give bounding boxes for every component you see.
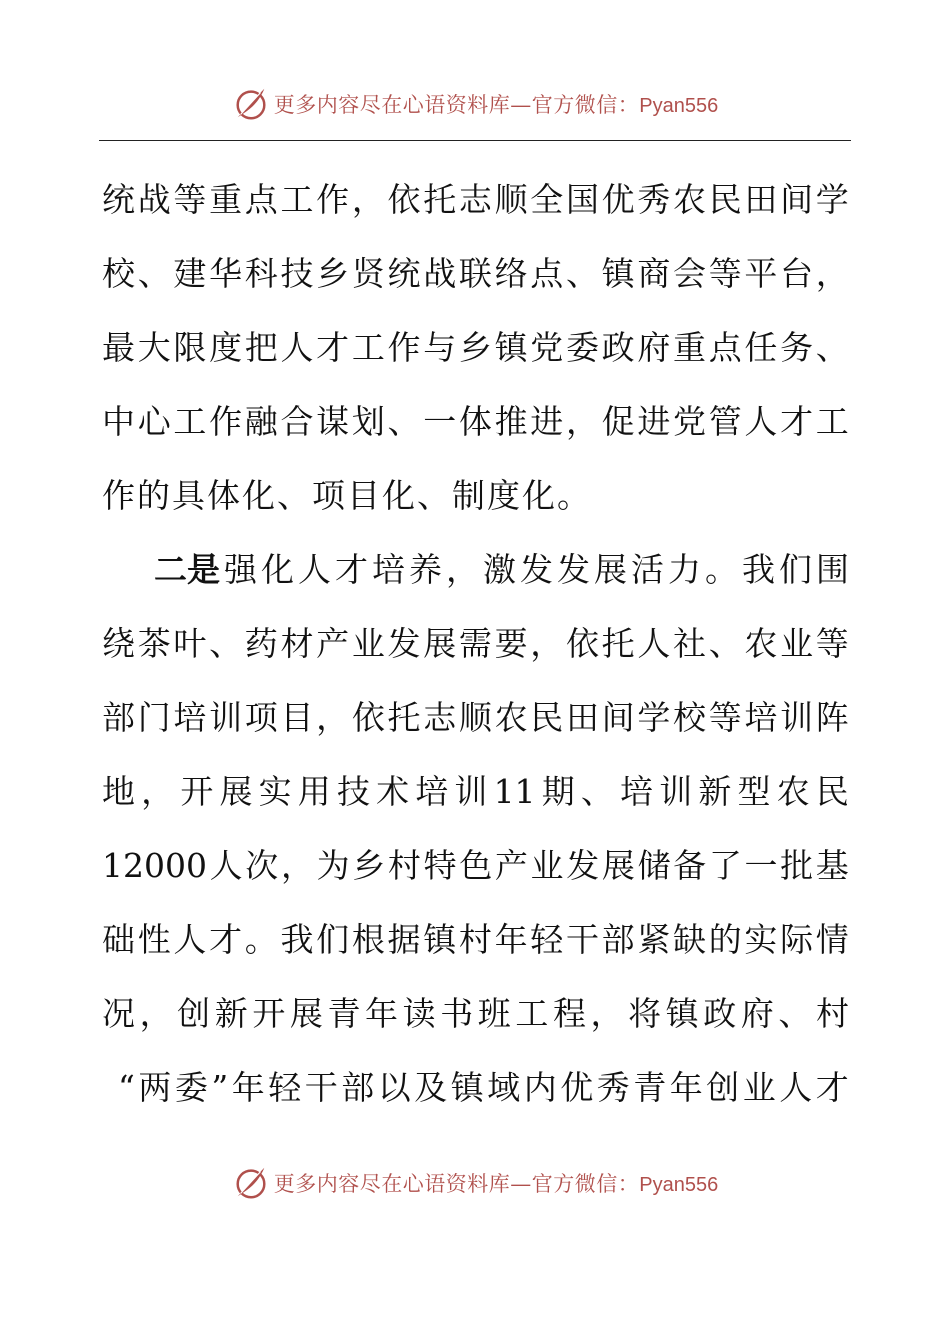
text-line — [102, 385, 849, 459]
glyph: 台 — [780, 254, 814, 293]
glyph: 联 — [458, 254, 492, 293]
glyph: 国 — [565, 180, 599, 219]
text-line — [102, 903, 849, 977]
glyph: 业 — [742, 1068, 776, 1107]
glyph: 依 — [387, 180, 421, 219]
text-line-content: 作的具体化、项目化、制度化。 — [102, 476, 592, 515]
glyph: 训 — [780, 698, 814, 737]
glyph: 才 — [209, 920, 243, 959]
document-body — [102, 163, 849, 1125]
text-line — [102, 755, 849, 829]
glyph: 建 — [173, 254, 207, 293]
header-banner — [0, 82, 950, 126]
glyph: 展 — [594, 550, 627, 589]
glyph: 部 — [601, 920, 635, 959]
glyph: ， — [446, 550, 479, 589]
glyph: 点 — [708, 328, 742, 367]
glyph: 展 — [601, 846, 635, 885]
glyph: 才 — [815, 1068, 849, 1107]
glyph: 依 — [565, 624, 599, 663]
header-divider — [99, 140, 851, 141]
glyph: 创 — [177, 994, 211, 1033]
glyph: 工 — [351, 328, 385, 367]
glyph: 等 — [815, 624, 849, 663]
glyph: 托 — [387, 698, 421, 737]
glyph: 业 — [351, 624, 385, 663]
glyph: 委 — [565, 328, 599, 367]
glyph: 人 — [779, 1068, 813, 1107]
glyph: 础 — [102, 920, 135, 959]
text-line-paragraph-start — [102, 533, 849, 607]
glyph: 镇 — [450, 1068, 484, 1107]
glyph: 进 — [637, 402, 671, 441]
glyph: 商 — [637, 254, 671, 293]
glyph: 战 — [423, 254, 457, 293]
glyph: 培 — [415, 772, 449, 811]
glyph: ， — [280, 846, 314, 885]
glyph: 11 — [493, 772, 536, 811]
glyph: 技 — [336, 772, 370, 811]
glyph: 间 — [601, 698, 635, 737]
glyph: 实 — [744, 920, 778, 959]
glyph: ， — [530, 624, 564, 663]
glyph: 发 — [387, 624, 421, 663]
glyph: 年 — [365, 994, 399, 1033]
glyph: 茶 — [137, 624, 171, 663]
glyph: 据 — [387, 920, 421, 959]
glyph: 校 — [673, 698, 706, 737]
glyph: 农 — [776, 772, 810, 811]
glyph: 乡 — [316, 254, 350, 293]
glyph: 人 — [173, 920, 207, 959]
glyph: 大 — [137, 328, 171, 367]
glyph: 会 — [673, 254, 706, 293]
glyph: 工 — [173, 402, 207, 441]
glyph: 术 — [376, 772, 410, 811]
paragraph-lead-bold: 二是 — [154, 550, 220, 589]
glyph: 镇 — [601, 254, 635, 293]
glyph: 批 — [780, 846, 814, 885]
glyph: 合 — [280, 402, 314, 441]
glyph: 年 — [669, 1068, 703, 1107]
glyph: 为 — [316, 846, 350, 885]
glyph: 部 — [102, 698, 135, 737]
glyph: 培 — [620, 772, 654, 811]
glyph: 业 — [530, 846, 564, 885]
glyph: 作 — [209, 402, 243, 441]
glyph: ， — [139, 994, 173, 1033]
glyph: 人 — [280, 328, 314, 367]
glyph: 托 — [423, 180, 457, 219]
text-line — [102, 829, 849, 903]
glyph: 。 — [244, 920, 278, 959]
text-line — [102, 607, 849, 681]
glyph: 实 — [258, 772, 292, 811]
glyph: 政 — [703, 994, 737, 1033]
glyph: 期 — [541, 772, 575, 811]
glyph: 优 — [560, 1068, 594, 1107]
glyph: 12000 — [102, 846, 207, 885]
glyph: 发 — [520, 550, 553, 589]
glyph: 人 — [298, 550, 331, 589]
glyph: 际 — [780, 920, 814, 959]
glyph: 青 — [327, 994, 361, 1033]
text-line — [102, 237, 849, 311]
glyph: 。 — [705, 550, 738, 589]
glyph: 产 — [316, 624, 350, 663]
glyph: 要 — [494, 624, 528, 663]
glyph: 中 — [102, 402, 135, 441]
glyph: 训 — [659, 772, 693, 811]
glyph: 们 — [779, 550, 812, 589]
glyph: 划 — [351, 402, 385, 441]
glyph: 读 — [402, 994, 436, 1033]
glyph: ， — [141, 772, 175, 811]
glyph: 次 — [245, 846, 279, 885]
glyph: 谋 — [316, 402, 350, 441]
glyph: 新 — [214, 994, 248, 1033]
glyph: 叶 — [173, 624, 207, 663]
glyph: 特 — [423, 846, 457, 885]
glyph: 才 — [335, 550, 368, 589]
glyph: 优 — [601, 180, 635, 219]
glyph: 把 — [244, 328, 278, 367]
glyph: 内 — [523, 1068, 557, 1107]
glyph: 力 — [668, 550, 701, 589]
text-line — [102, 1051, 849, 1125]
glyph: 托 — [601, 624, 635, 663]
glyph: 技 — [280, 254, 314, 293]
text-line-rest — [224, 533, 849, 607]
glyph: 心 — [137, 402, 171, 441]
footer-banner-id: Pyan556 — [639, 1174, 719, 1196]
glyph: 才 — [316, 328, 350, 367]
glyph: 储 — [637, 846, 671, 885]
glyph: 度 — [209, 328, 243, 367]
glyph: 进 — [530, 402, 564, 441]
glyph: 用 — [297, 772, 331, 811]
glyph: 学 — [637, 698, 671, 737]
text-line — [102, 977, 849, 1051]
glyph: 人 — [744, 402, 778, 441]
glyph: 人 — [209, 846, 243, 885]
glyph: 轻 — [530, 920, 564, 959]
glyph: 紧 — [637, 920, 671, 959]
glyph: 养 — [409, 550, 442, 589]
glyph: 贤 — [351, 254, 385, 293]
glyph: 依 — [351, 698, 385, 737]
glyph: 们 — [316, 920, 350, 959]
glyph: 府 — [740, 994, 774, 1033]
glyph: 社 — [673, 624, 706, 663]
glyph: 民 — [530, 698, 564, 737]
footer-banner — [0, 1161, 950, 1205]
glyph: 志 — [423, 698, 457, 737]
glyph: 围 — [816, 550, 849, 589]
quill-logo-icon — [232, 1164, 270, 1202]
glyph: 镇 — [665, 994, 699, 1033]
glyph: 点 — [530, 254, 564, 293]
glyph: 性 — [137, 920, 171, 959]
glyph: 等 — [708, 254, 742, 293]
glyph: 等 — [173, 180, 207, 219]
glyph: 与 — [423, 328, 457, 367]
glyph: 镇 — [494, 328, 528, 367]
glyph: 、 — [565, 254, 599, 293]
glyph: 顺 — [458, 698, 492, 737]
glyph: 农 — [744, 624, 778, 663]
glyph: 作 — [316, 180, 350, 219]
header-banner-text — [274, 89, 718, 119]
glyph: 型 — [737, 772, 771, 811]
glyph: 需 — [458, 624, 492, 663]
glyph: 府 — [637, 328, 671, 367]
glyph: 程 — [552, 994, 586, 1033]
glyph: 村 — [387, 846, 421, 885]
glyph: 活 — [631, 550, 664, 589]
glyph: 平 — [744, 254, 778, 293]
glyph: 工 — [280, 180, 314, 219]
glyph: 战 — [137, 180, 171, 219]
glyph: 根 — [351, 920, 385, 959]
glyph: 地 — [102, 772, 135, 811]
text-line — [102, 459, 849, 533]
glyph: 班 — [477, 994, 511, 1033]
glyph: 我 — [280, 920, 314, 959]
glyph: 科 — [244, 254, 278, 293]
glyph: ， — [590, 994, 624, 1033]
glyph: 开 — [180, 772, 214, 811]
glyph: 一 — [423, 402, 457, 441]
glyph: 推 — [494, 402, 528, 441]
glyph: 、 — [580, 772, 614, 811]
glyph: 书 — [440, 994, 474, 1033]
glyph: 以 — [377, 1068, 411, 1107]
glyph: 训 — [454, 772, 488, 811]
glyph: 开 — [252, 994, 286, 1033]
glyph: 产 — [494, 846, 528, 885]
glyph: 学 — [815, 180, 849, 219]
glyph: 田 — [565, 698, 599, 737]
glyph: 重 — [673, 328, 706, 367]
glyph: 镇 — [423, 920, 457, 959]
glyph: ， — [815, 254, 849, 293]
glyph: 目 — [280, 698, 314, 737]
glyph: 乡 — [352, 846, 386, 885]
header-banner-main: 更多内容尽在心语资料库— — [273, 93, 532, 117]
glyph: 情 — [815, 920, 849, 959]
glyph: 域 — [487, 1068, 521, 1107]
glyph: 展 — [289, 994, 323, 1033]
glyph: 重 — [209, 180, 243, 219]
glyph: 色 — [459, 846, 493, 885]
glyph: 及 — [414, 1068, 448, 1107]
glyph: ” — [211, 1068, 229, 1107]
glyph: 将 — [628, 994, 662, 1033]
glyph: 作 — [387, 328, 421, 367]
glyph: 训 — [209, 698, 243, 737]
glyph: 化 — [261, 550, 294, 589]
header-banner-id: Pyan556 — [639, 95, 719, 117]
glyph: 工 — [815, 402, 849, 441]
glyph: 缺 — [673, 920, 706, 959]
glyph: 络 — [494, 254, 528, 293]
glyph: 全 — [530, 180, 564, 219]
glyph: 激 — [483, 550, 516, 589]
glyph: 民 — [815, 772, 849, 811]
glyph: 一 — [744, 846, 778, 885]
glyph: 促 — [601, 402, 635, 441]
glyph: 备 — [673, 846, 707, 885]
footer-banner-text — [274, 1168, 718, 1198]
quill-logo-icon — [232, 85, 270, 123]
glyph: 村 — [458, 920, 492, 959]
glyph: 轻 — [268, 1068, 302, 1107]
glyph: 民 — [708, 180, 742, 219]
glyph: 、 — [209, 624, 243, 663]
glyph: 体 — [458, 402, 492, 441]
glyph: 、 — [137, 254, 171, 293]
glyph: 党 — [673, 402, 706, 441]
glyph: ， — [316, 698, 350, 737]
glyph: 发 — [557, 550, 590, 589]
glyph: 业 — [780, 624, 814, 663]
glyph: 药 — [244, 624, 278, 663]
glyph: 强 — [224, 550, 257, 589]
text-line — [102, 311, 849, 385]
glyph: 统 — [102, 180, 135, 219]
glyph: 干 — [565, 920, 599, 959]
glyph: 青 — [633, 1068, 667, 1107]
glyph: 阵 — [815, 698, 849, 737]
glyph: 最 — [102, 328, 135, 367]
glyph: 等 — [708, 698, 742, 737]
glyph: 的 — [708, 920, 742, 959]
glyph: 校 — [102, 254, 135, 293]
glyph: 、 — [815, 328, 849, 367]
glyph: 党 — [530, 328, 564, 367]
glyph: 秀 — [596, 1068, 630, 1107]
glyph: 基 — [815, 846, 849, 885]
glyph: 展 — [219, 772, 253, 811]
glyph: 点 — [244, 180, 278, 219]
glyph: 管 — [708, 402, 742, 441]
glyph: 干 — [304, 1068, 338, 1107]
glyph: 材 — [280, 624, 314, 663]
glyph: “ — [118, 1068, 135, 1107]
glyph: 才 — [780, 402, 814, 441]
glyph: 培 — [744, 698, 778, 737]
glyph: 了 — [708, 846, 742, 885]
glyph: 培 — [372, 550, 405, 589]
glyph: 乡 — [458, 328, 492, 367]
header-banner-wechat: 官方微信： — [531, 93, 640, 117]
glyph: 田 — [744, 180, 778, 219]
glyph: 我 — [742, 550, 775, 589]
glyph: 发 — [566, 846, 600, 885]
glyph: 创 — [706, 1068, 740, 1107]
glyph: 、 — [387, 402, 421, 441]
glyph: 、 — [778, 994, 812, 1033]
glyph: 项 — [244, 698, 278, 737]
glyph: 部 — [341, 1068, 375, 1107]
glyph: 任 — [744, 328, 778, 367]
glyph: 融 — [244, 402, 278, 441]
footer-banner-wechat: 官方微信： — [531, 1172, 640, 1196]
glyph: 、 — [708, 624, 742, 663]
glyph: 务 — [780, 328, 814, 367]
glyph: 华 — [209, 254, 243, 293]
glyph: 年 — [231, 1068, 265, 1107]
glyph: 村 — [815, 994, 849, 1033]
glyph: ， — [351, 180, 385, 219]
glyph: 况 — [102, 994, 135, 1033]
glyph: 培 — [173, 698, 207, 737]
glyph: 新 — [698, 772, 732, 811]
glyph: ， — [565, 402, 599, 441]
glyph: 展 — [423, 624, 457, 663]
glyph: 限 — [173, 328, 207, 367]
glyph: 年 — [494, 920, 528, 959]
glyph: 工 — [515, 994, 549, 1033]
glyph: 两 — [138, 1068, 172, 1107]
glyph: 政 — [601, 328, 635, 367]
glyph: 顺 — [494, 180, 528, 219]
glyph: 绕 — [102, 624, 135, 663]
footer-banner-main: 更多内容尽在心语资料库— — [273, 1172, 532, 1196]
glyph: 统 — [387, 254, 421, 293]
glyph: 门 — [137, 698, 171, 737]
glyph: 志 — [458, 180, 492, 219]
glyph: 间 — [780, 180, 814, 219]
glyph: 委 — [174, 1068, 208, 1107]
text-line — [102, 163, 849, 237]
glyph: 人 — [637, 624, 671, 663]
text-line — [102, 681, 849, 755]
glyph: 农 — [494, 698, 528, 737]
glyph: 秀 — [637, 180, 671, 219]
glyph: 农 — [673, 180, 706, 219]
